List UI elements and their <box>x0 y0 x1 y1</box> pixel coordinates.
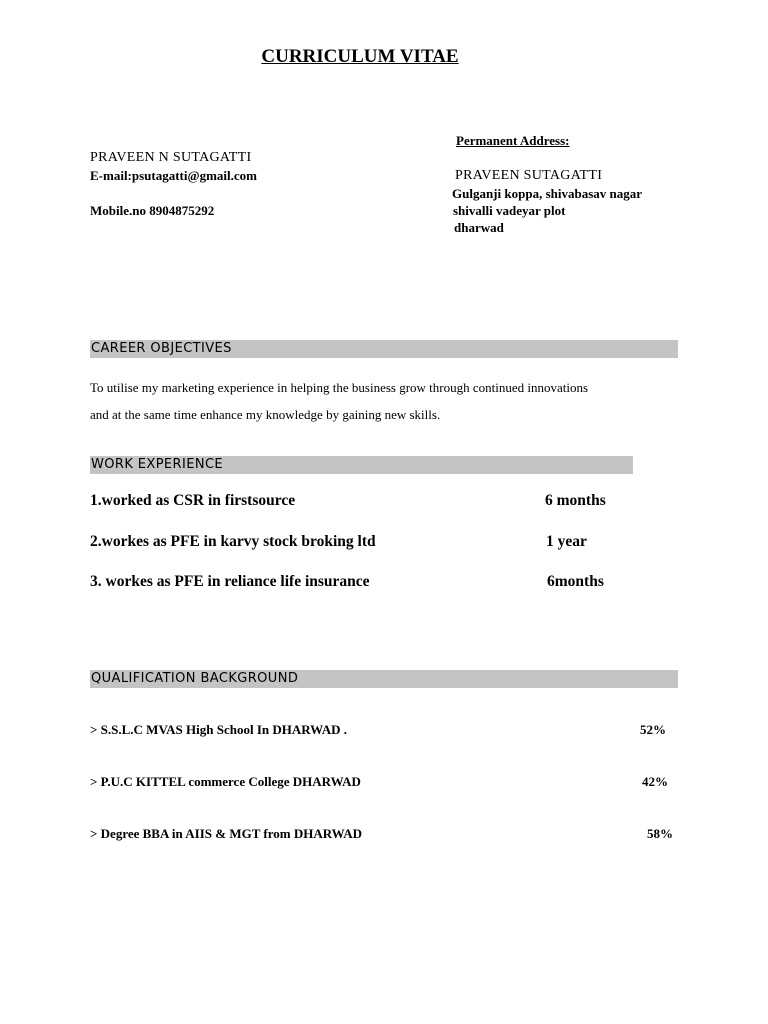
address-line-2: shivalli vadeyar plot <box>453 203 566 218</box>
qualification-heading: QUALIFICATION BACKGROUND <box>90 670 678 688</box>
work-item-text: 2.workes as PFE in karvy stock broking ltd <box>90 533 376 550</box>
qualification-item-score: 52% <box>640 722 666 737</box>
permanent-address-heading: Permanent Address: <box>456 133 570 148</box>
address-line-1: Gulganji koppa, shivabasav nagar <box>452 186 643 201</box>
qualification-item-text: > P.U.C KITTEL commerce College DHARWAD <box>90 774 361 789</box>
work-item-duration: 1 year <box>546 533 587 550</box>
applicant-name: PRAVEEN N SUTAGATTI <box>90 150 252 165</box>
email-address: E-mail:psutagatti@gmail.com <box>90 168 257 183</box>
address-name: PRAVEEN SUTAGATTI <box>455 168 603 183</box>
address-line-3: dharwad <box>454 220 504 235</box>
objective-line-2: and at the same time enhance my knowledge by gaining new skills. <box>90 407 441 422</box>
career-objective-text <box>90 374 588 428</box>
career-objectives-heading: CAREER OBJECTIVES <box>90 340 678 358</box>
objective-line-1: To utilise my marketing experience in helping the business grow through continued innovations <box>90 380 589 395</box>
mobile-number: Mobile.no 8904875292 <box>90 203 215 218</box>
work-item-duration: 6months <box>547 573 604 590</box>
work-item-duration: 6 months <box>545 492 606 509</box>
qualification-item-text: > S.S.L.C MVAS High School In DHARWAD . <box>90 722 348 737</box>
qualification-item-score: 58% <box>647 826 673 841</box>
work-experience-heading: WORK EXPERIENCE <box>90 456 633 474</box>
work-item-text: 3. workes as PFE in reliance life insurance <box>90 573 370 590</box>
qualification-item-score: 42% <box>642 774 668 789</box>
document-title: CURRICULUM VITAE <box>261 46 459 67</box>
qualification-item-text: > Degree BBA in AIIS & MGT from DHARWAD <box>90 826 363 841</box>
work-item-text: 1.worked as CSR in firstsource <box>90 492 296 509</box>
